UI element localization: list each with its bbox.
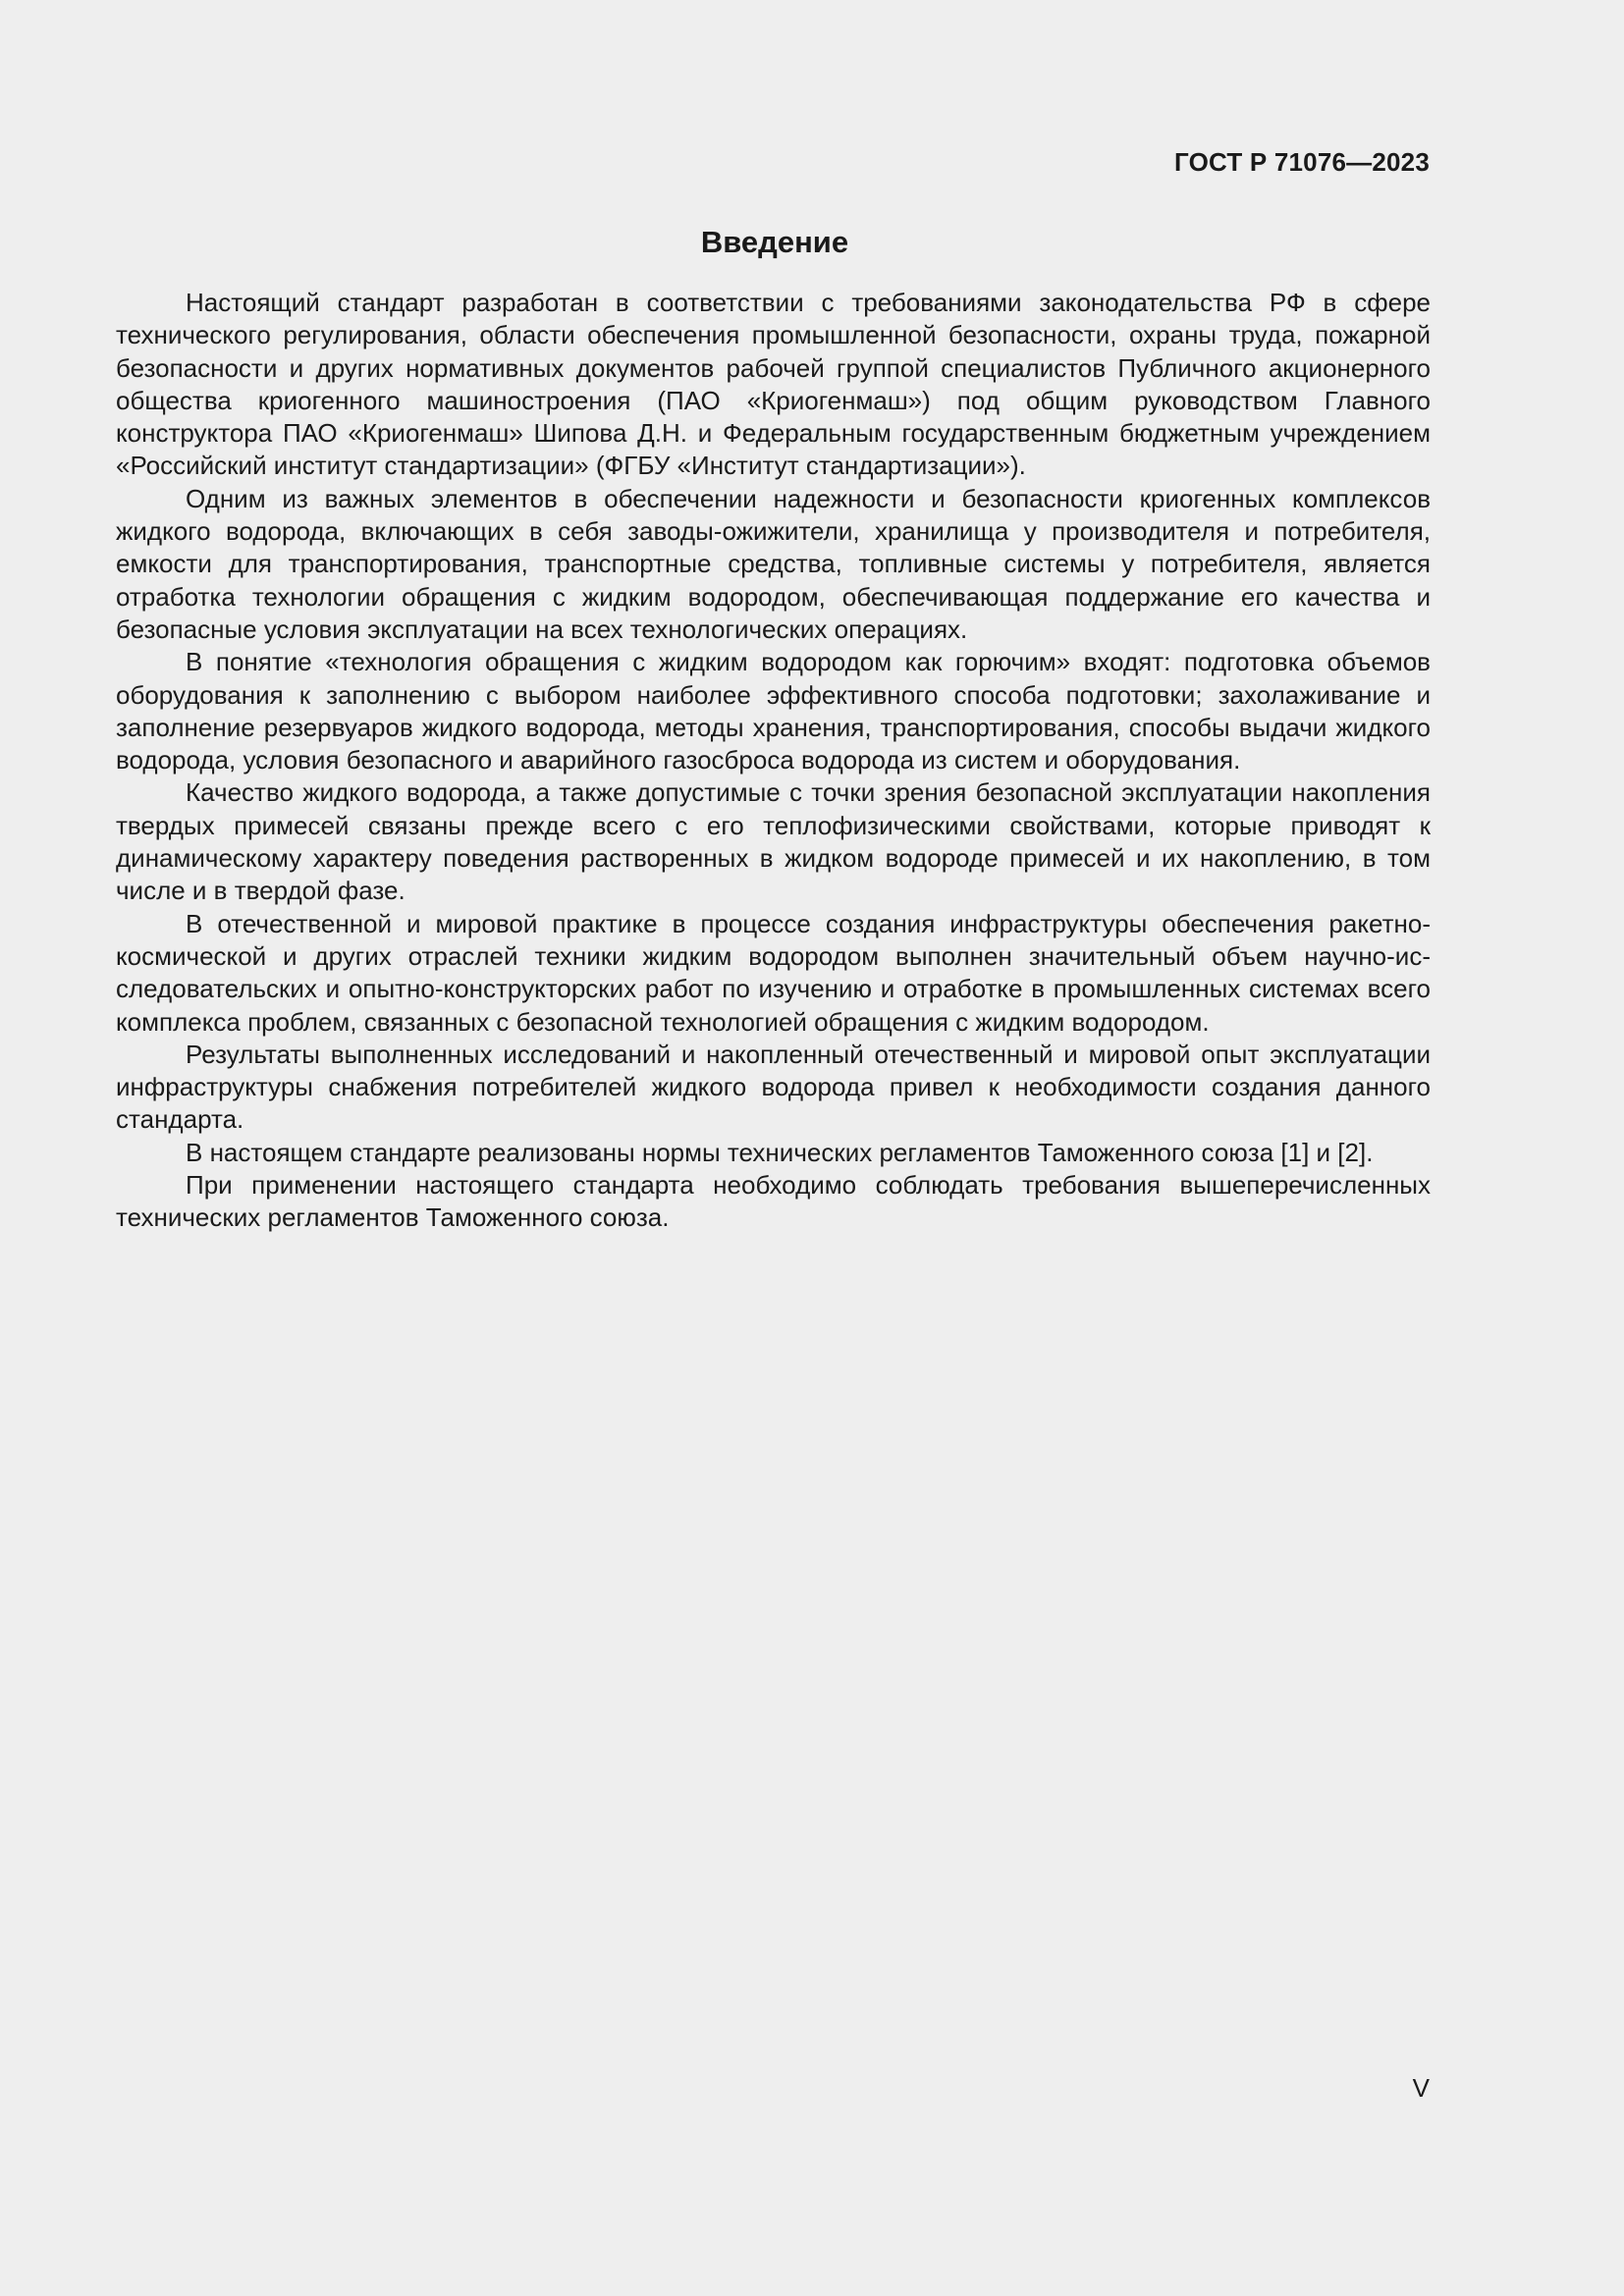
section-title: Введение xyxy=(700,225,849,259)
paragraph: Одним из важных элементов в обеспечении надежности и безопасности криогенных комплексов жидкого водорода, включающих в себя заводы-ожижители, хранилища у производителя и потребителя, емкости для транспортирования, транспортные средства, топливные системы у потребителя, является отработка технологии обращения с жидким водородом, обеспечивающая поддержание его качества и безопасные условия эксплуатации на всех технологических операциях. xyxy=(116,483,1431,644)
paragraph: Результаты выполненных исследований и накопленный отечественный и мировой опыт эксплуатации инфраструктуры снабжения потребителей жидкого водорода привел к необходимости создания данного стандарта. xyxy=(116,1039,1431,1135)
body-text xyxy=(116,287,1431,1235)
paragraph: При применении настоящего стандарта необходимо соблюдать требования вышеперечисленных технических регламентов Таможенного союза. xyxy=(116,1170,1431,1233)
page-number: V xyxy=(1412,2073,1430,2103)
paragraph: Качество жидкого водорода, а также допустимые с точки зрения безопасной эксплуатации накопления твердых примесей связаны прежде всего с его теплофизическими свойствами, которые приводят к динамическому характеру поведения растворенных в жидком водороде примесей и их накоплению, в том числе и в твердой фазе. xyxy=(116,777,1431,906)
document-code: ГОСТ Р 71076—2023 xyxy=(1174,147,1430,177)
paragraph: В понятие «технология обращения с жидким водородом как горючим» входят: подготовка объемов оборудования к заполнению с выбором наиболее эффективного способа подготовки; захолаживание и заполнение резервуаров жидкого водорода, методы хранения, транспортирования, способы выдачи жидкого водорода, условия безопасного и аварийного газосброса водорода из систем и оборудования. xyxy=(116,647,1431,775)
paragraph: В отечественной и мировой практике в процессе создания инфраструктуры обеспечения ракетно-космической и других отраслей техники жидким водородом выполнен значительный объем научно-исследовательских и опытно-конструкторских работ по изучению и отработке в промышленных системах всего комплекса проблем, связанных с безопасной технологией обращения с жидким водородом. xyxy=(116,908,1431,1037)
paragraph: В настоящем стандарте реализованы нормы технических регламентов Таможенного союза [1] и [2]. xyxy=(186,1137,1374,1167)
paragraph: Настоящий стандарт разработан в соответствии с требованиями законодательства РФ в сфере технического регулирования, области обеспечения промышленной безопасности, охраны труда, пожарной безопасности и других нормативных документов рабочей группой специалистов Публичного акционерного общества криогенного машиностроения (ПАО «Криогенмаш») под общим руководством Главного конструктора ПАО «Криогенмаш» Шипова Д.Н. и Федеральным государственным бюджетным учреждением «Российский институт стандартизации» (ФГБУ «Институт стандартизации»). xyxy=(116,288,1431,481)
